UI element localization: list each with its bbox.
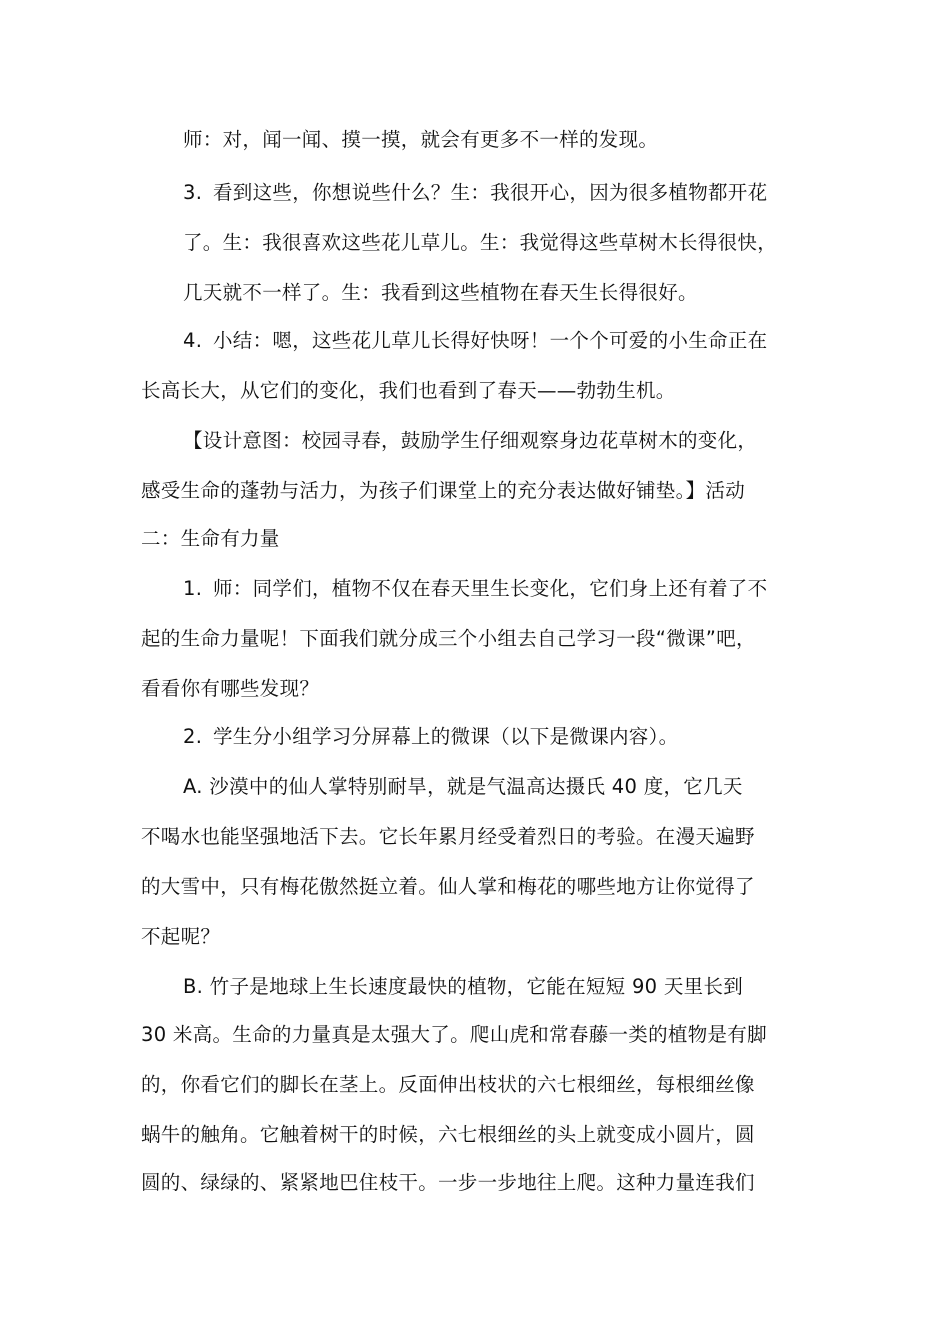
list-number: 3. [183,181,203,204]
text-line: 几天就不一样了。生：我看到这些植物在春天生长得很好。 [183,281,698,304]
text-line: 不喝水也能坚强地活下去。它长年累月经受着烈日的考验。在漫天遍野 [141,825,755,848]
section-heading: 二：生命有力量 [141,527,280,550]
list-number: 2. [183,725,203,748]
text-line: 蜗牛的触角。它触着树干的时候，六七根细丝的头上就变成小圆片，圆 [141,1123,755,1146]
text-line: 了。生：我很喜欢这些花儿草儿。生：我觉得这些草树木长得很快， [183,231,778,254]
text-line: 感受生命的蓬勃与活力，为孩子们课堂上的充分表达做好铺垫。】活动 [141,479,746,502]
text-line: 的大雪中，只有梅花傲然挺立着。仙人掌和梅花的哪些地方让你觉得了 [141,875,755,898]
list-item-4 [183,326,767,356]
text-line: 【设计意图：校园寻春，鼓励学生仔细观察身边花草树木的变化， [183,429,758,452]
text-line: 学生分小组学习分屏幕上的微课（以下是微课内容）。 [213,725,679,748]
list-item-2 [183,722,678,752]
text-line: A. 沙漠中的仙人掌特别耐旱，就是气温高达摄氏 40 度，它几天 [183,775,743,798]
list-number: 4. [183,329,203,352]
text-line: 长高长大，从它们的变化，我们也看到了春天——勃勃生机。 [141,379,676,402]
text-line: 不起呢？ [141,925,221,948]
text-line: 起的生命力量呢！下面我们就分成三个小组去自己学习一段“微课”吧， [141,627,756,650]
list-item-1 [183,574,767,604]
text-line: 的，你看它们的脚长在茎上。反面伸出枝状的六七根细丝，每根细丝像 [141,1073,755,1096]
text-line: 师：对，闻一闻、摸一摸，就会有更多不一样的发现。 [183,128,659,151]
text-line: 圆的、绿绿的、紧紧地巴住枝干。一步一步地往上爬。这种力量连我们 [141,1171,755,1194]
text-line: 看看你有哪些发现？ [141,677,320,700]
text-line: B. 竹子是地球上生长速度最快的植物，它能在短短 90 天里长到 [183,975,744,998]
list-number: 1. [183,577,203,600]
text-line: 看到这些，你想说些什么？生：我很开心，因为很多植物都开花 [213,181,768,204]
text-line: 30 米高。生命的力量真是太强大了。爬山虎和常春藤一类的植物是有脚 [141,1023,767,1046]
list-item-3 [183,178,767,208]
text-line: 师：同学们，植物不仅在春天里生长变化，它们身上还有着了不 [213,577,768,600]
text-line: 小结：嗯，这些花儿草儿长得好快呀！一个个可爱的小生命正在 [213,329,768,352]
